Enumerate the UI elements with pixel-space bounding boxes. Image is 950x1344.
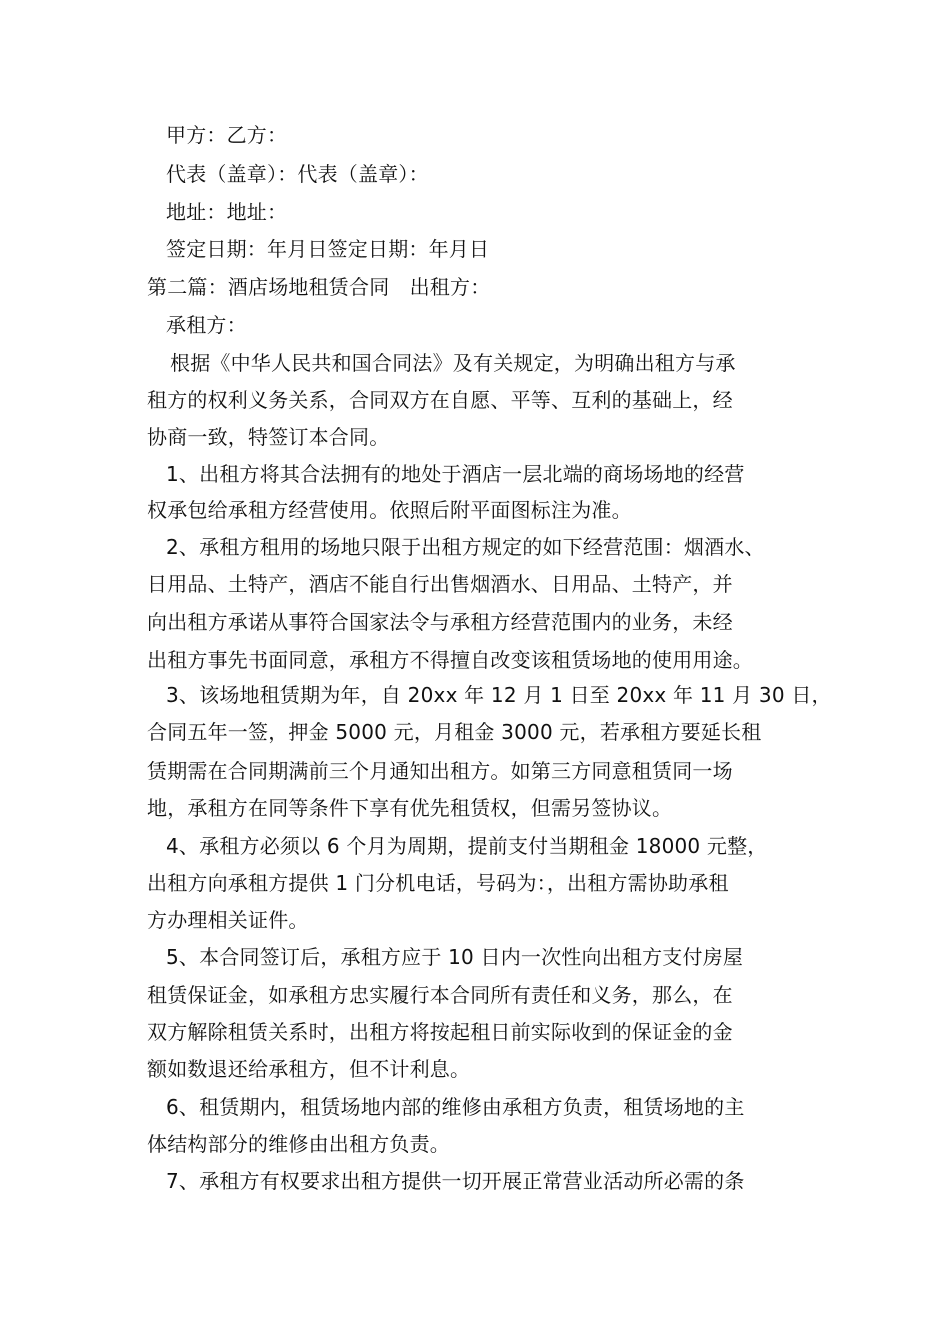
text-line: 租赁保证金，如承租方忠实履行本合同所有责任和义务，那么，在	[147, 983, 733, 1007]
text-line: 根据《中华人民共和国合同法》及有关规定，为明确出租方与承	[170, 351, 736, 375]
text-line: 7、承租方有权要求出租方提供一切开展正常营业活动所必需的条	[166, 1169, 745, 1193]
text-line: 甲方：乙方：	[166, 123, 288, 147]
text-line: 双方解除租赁关系时，出租方将按起租日前实际收到的保证金的金	[147, 1020, 733, 1044]
text-line: 额如数退还给承租方，但不计利息。	[147, 1057, 471, 1081]
text-line: 合同五年一签，押金 5000 元，月租金 3000 元，若承租方要延长租	[147, 720, 762, 744]
text-line: 6、租赁期内，租赁场地内部的维修由承租方负责，租赁场地的主	[166, 1095, 745, 1119]
text-line: 5、本合同签订后，承租方应于 10 日内一次性向出租方支付房屋	[166, 945, 744, 969]
text-line: 2、承租方租用的场地只限于出租方规定的如下经营范围：烟酒水、	[166, 535, 765, 559]
text-line: 方办理相关证件。	[147, 908, 309, 932]
text-line: 协商一致，特签订本合同。	[147, 425, 390, 449]
text-line: 出租方向承租方提供 1 门分机电话，号码为：，出租方需协助承租	[147, 871, 729, 895]
text-line: 代表（盖章）：代表（盖章）：	[166, 162, 429, 186]
text-line: 日用品、土特产，酒店不能自行出售烟酒水、日用品、土特产，并	[147, 572, 733, 596]
text-line: 签定日期：年月日签定日期：年月日	[166, 237, 490, 261]
text-line: 租方的权利义务关系，合同双方在自愿、平等、互利的基础上，经	[147, 388, 733, 412]
text-line: 出租方事先书面同意，承租方不得擅自改变该租赁场地的使用用途。	[147, 648, 753, 672]
text-line: 赁期需在合同期满前三个月通知出租方。如第三方同意租赁同一场	[147, 759, 733, 783]
text-line: 3、该场地租赁期为年，自 20xx 年 12 月 1 日至 20xx 年 11 月 30 日，	[166, 683, 832, 707]
text-line: 地，承租方在同等条件下享有优先租赁权，但需另签协议。	[147, 796, 673, 820]
text-line: 体结构部分的维修由出租方负责。	[147, 1132, 450, 1156]
text-line: 地址：地址：	[166, 200, 288, 224]
text-line: 向出租方承诺从事符合国家法令与承租方经营范围内的业务，未经	[147, 610, 733, 634]
text-line: 承租方：	[166, 313, 247, 337]
text-line: 4、承租方必须以 6 个月为周期，提前支付当期租金 18000 元整，	[166, 834, 768, 858]
text-line: 权承包给承租方经营使用。依照后附平面图标注为准。	[147, 498, 632, 522]
section-heading: 第二篇：酒店场地租赁合同 出租方：	[147, 275, 491, 299]
text-line: 1、出租方将其合法拥有的地处于酒店一层北端的商场场地的经营	[166, 462, 745, 486]
